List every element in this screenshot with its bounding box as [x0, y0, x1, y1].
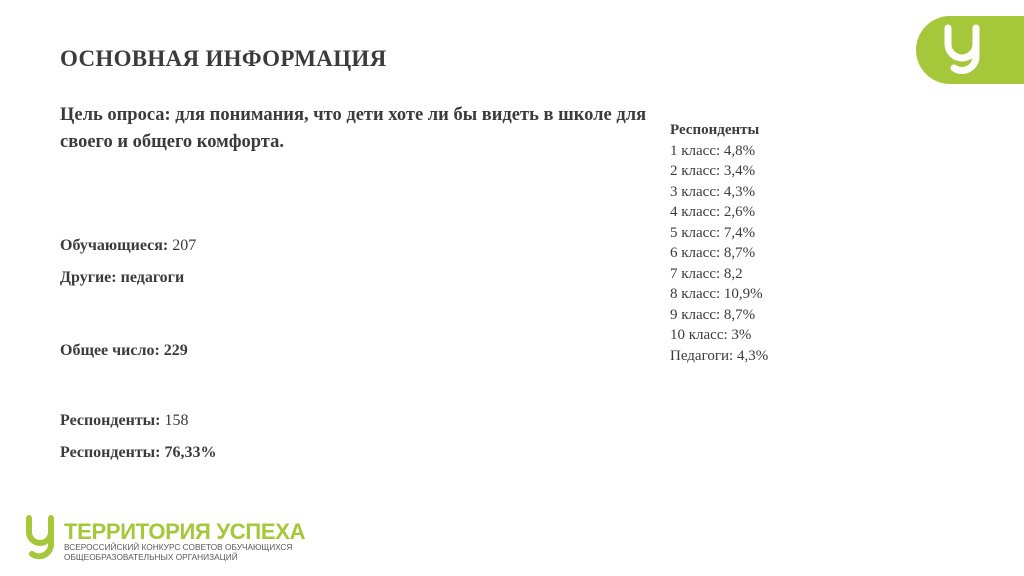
letter-u-logo-icon: [942, 24, 982, 76]
respondents-label: Респонденты:: [60, 412, 161, 429]
list-item: 4 класс: 2,6%: [670, 204, 756, 220]
total-label: Общее число: 229: [60, 342, 188, 359]
students-label: Обучающиеся:: [60, 237, 169, 254]
list-item: 1 класс: 4,8%: [670, 142, 756, 159]
list-item: 5 класс: 7,4%: [670, 224, 756, 241]
list-item: 2 класс: 3,4%: [670, 163, 756, 179]
list-item: 9 класс: 8,7%: [670, 306, 756, 323]
footer-brand-logo: [22, 514, 322, 564]
respondents-value: 158: [164, 412, 189, 429]
brand-subtitle-line2: ОБЩЕОБРАЗОВАТЕЛЬНЫХ ОРГАНИЗАЦИЙ: [64, 551, 238, 562]
brand-subtitle: [64, 543, 292, 562]
others-stat: [60, 269, 184, 287]
students-value: 207: [172, 237, 197, 254]
corner-logo-badge: [916, 16, 1024, 84]
respondents-percent: Респонденты: 76,33%: [60, 444, 217, 461]
list-item: Педагоги: 4,3%: [670, 347, 769, 364]
list-item: 6 класс: 8,7%: [670, 245, 756, 261]
list-item: 10 класс: 3%: [670, 327, 752, 343]
others-label: Другие: педагоги: [60, 269, 185, 286]
survey-goal: Цель опроса: для понимания, что дети хоте ли бы видеть в школе для своего и общего комфорта.: [60, 105, 647, 152]
respondents-heading: Респонденты: [670, 122, 760, 138]
brand-name: ТЕРРИТОРИЯ УСПЕХА: [64, 519, 306, 544]
list-item: 7 класс: 8,2: [670, 265, 743, 282]
brand-subtitle-line1: ВСЕРОССИЙСКИЙ КОНКУРС СОВЕТОВ ОБУЧАЮЩИХСЯ: [64, 542, 293, 552]
students-stat: [60, 237, 196, 255]
respondents-breakdown: [670, 120, 768, 366]
respondents-percent-stat: [60, 444, 217, 462]
total-stat: [60, 342, 188, 360]
list-item: 8 класс: 10,9%: [670, 286, 763, 302]
respondents-stat: [60, 412, 189, 430]
letter-u-footer-icon: [22, 514, 62, 562]
list-item: 3 класс: 4,3%: [670, 183, 756, 200]
page-title: ОСНОВНАЯ ИНФОРМАЦИЯ: [60, 46, 387, 71]
